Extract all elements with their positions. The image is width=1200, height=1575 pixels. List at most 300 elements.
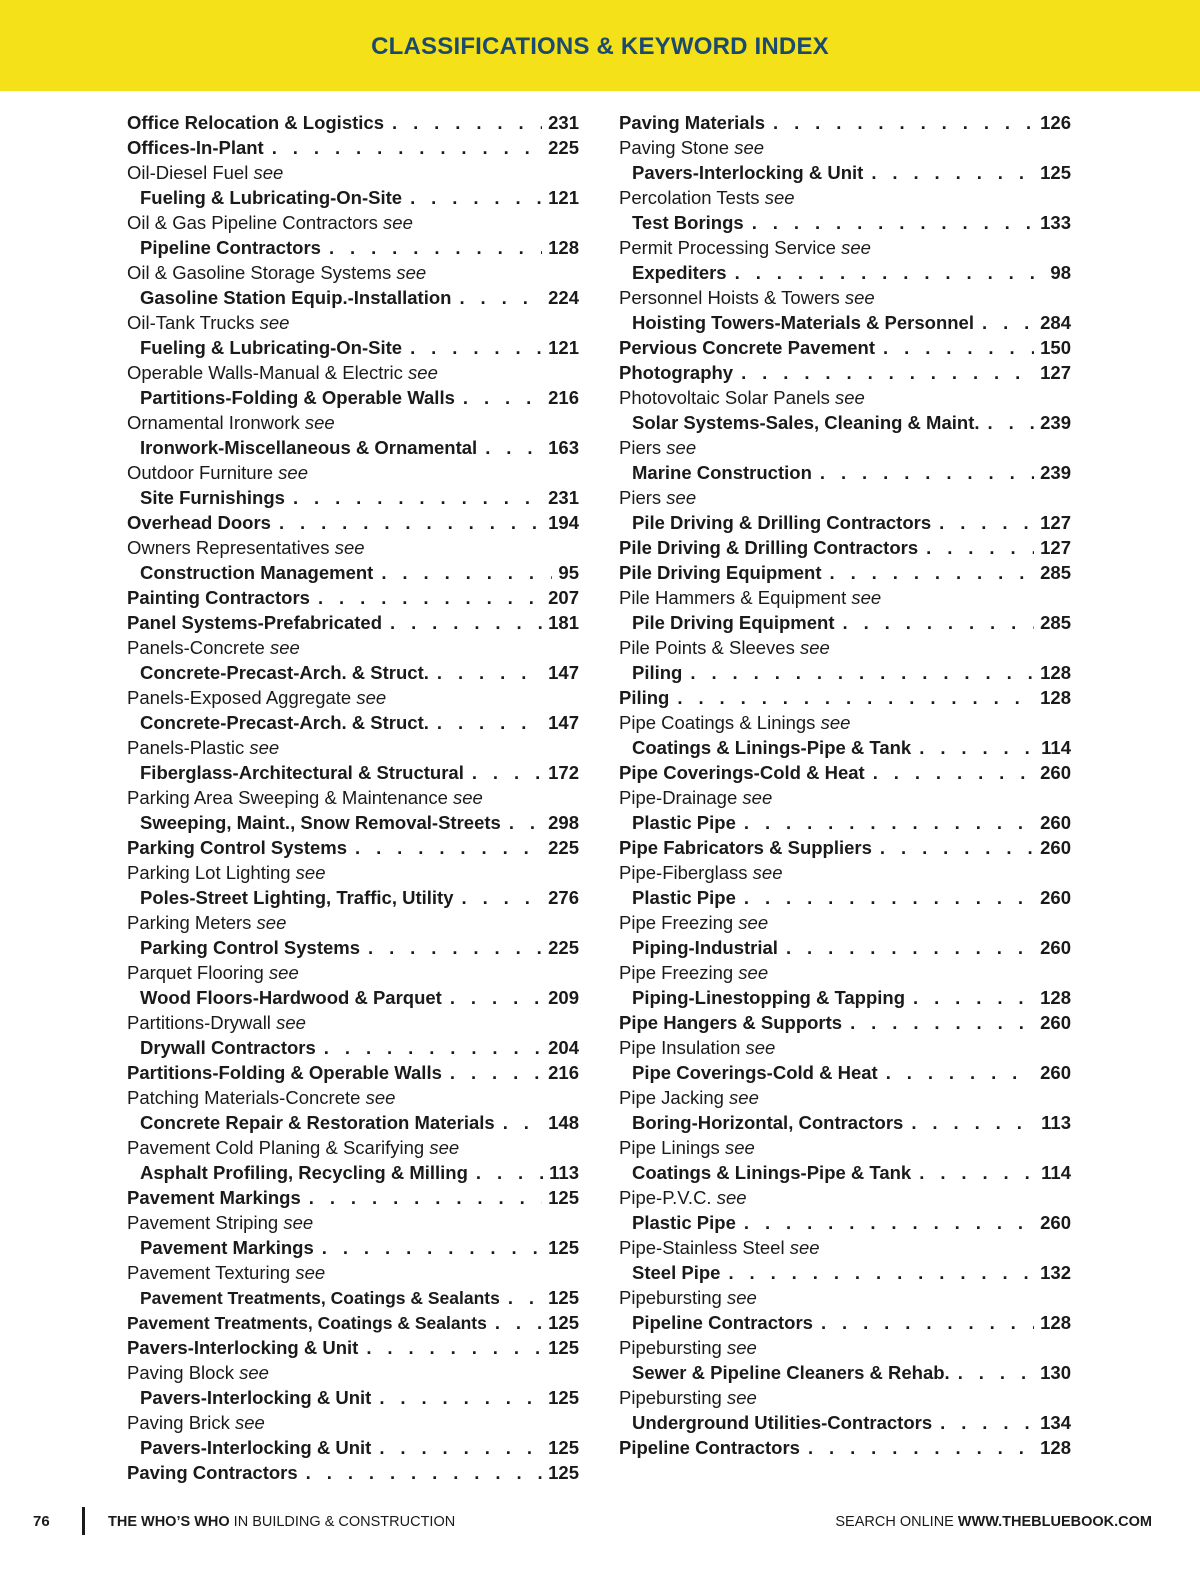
website-link[interactable]: WWW.THEBLUEBOOK.COM: [957, 1514, 1152, 1530]
referenced-classification-entry[interactable]: [127, 885, 579, 910]
see-reference-entry: [127, 785, 579, 810]
entry-label: [127, 1010, 306, 1035]
entry-label-text: Pipebursting: [619, 1287, 722, 1308]
dot-leader: [509, 810, 542, 835]
dot-leader: [886, 1060, 1034, 1085]
entry-label-text: Piping-Industrial: [632, 937, 778, 958]
classification-entry[interactable]: [619, 535, 1071, 560]
entry-label: [127, 1085, 395, 1110]
see-keyword: see: [666, 487, 697, 508]
see-keyword: see: [729, 1087, 759, 1108]
entry-label: [127, 160, 283, 185]
dot-leader: [392, 110, 542, 135]
classification-entry[interactable]: [127, 1335, 579, 1360]
entry-label-text: Pipe-P.V.C.: [619, 1187, 712, 1208]
referenced-classification-entry[interactable]: [127, 435, 579, 460]
referenced-classification-entry[interactable]: [619, 810, 1071, 835]
entry-label: [619, 1085, 759, 1110]
dot-leader: [735, 260, 1045, 285]
page-reference: 276: [548, 887, 579, 908]
entry-label-text: Pipebursting: [619, 1337, 722, 1358]
entry-label-text: Paving Brick: [127, 1412, 230, 1433]
referenced-classification-entry[interactable]: [619, 985, 1071, 1010]
page-reference: 125: [548, 1337, 579, 1358]
entry-label-text: Solar Systems-Sales, Cleaning & Maint.: [632, 412, 980, 433]
referenced-classification-entry[interactable]: [619, 310, 1071, 335]
see-reference-entry: [127, 535, 579, 560]
entry-label-text: Coatings & Linings-Pipe & Tank: [632, 737, 912, 758]
entry-label-text: Sweeping, Maint., Snow Removal-Streets: [140, 812, 501, 833]
referenced-classification-entry[interactable]: [619, 1310, 1071, 1335]
page-reference: 239: [1040, 462, 1071, 483]
page-reference: 148: [548, 1112, 579, 1133]
dot-leader: [306, 1460, 542, 1485]
referenced-classification-entry[interactable]: [127, 335, 579, 360]
page-reference: 225: [548, 137, 579, 158]
entry-label: [619, 1160, 911, 1185]
entry-label: [619, 760, 865, 785]
classification-entry[interactable]: [127, 1460, 579, 1485]
classification-entry[interactable]: [127, 510, 579, 535]
dot-leader: [821, 1310, 1034, 1335]
see-keyword: see: [726, 1337, 757, 1358]
referenced-classification-entry[interactable]: [619, 935, 1071, 960]
entry-label-text: Pipe Hangers & Supports: [619, 1012, 843, 1033]
see-keyword: see: [851, 587, 882, 608]
dot-leader: [324, 1035, 542, 1060]
entry-label: [127, 735, 279, 760]
see-reference-entry: [127, 1135, 579, 1160]
classification-entry[interactable]: [619, 1435, 1071, 1460]
entry-label-text: Pipe-Stainless Steel: [619, 1237, 785, 1258]
see-reference-entry: [619, 185, 1071, 210]
dot-leader: [808, 1435, 1034, 1460]
page-reference: 260: [1040, 1012, 1071, 1033]
entry-label: [127, 810, 501, 835]
classification-entry[interactable]: [127, 1310, 579, 1335]
entry-label-text: Pavement Treatments, Coatings & Sealants: [140, 1288, 500, 1308]
entry-label-text: Pavers-Interlocking & Unit: [632, 162, 864, 183]
entry-label-text: Permit Processing Service: [619, 237, 836, 258]
dot-leader: [318, 585, 542, 610]
referenced-classification-entry[interactable]: [127, 935, 579, 960]
see-keyword: see: [234, 1412, 265, 1433]
entry-label-text: Wood Floors-Hardwood & Parquet: [140, 987, 442, 1008]
entry-label: [619, 1060, 878, 1085]
entry-label-text: Expediters: [632, 262, 727, 283]
see-keyword: see: [764, 187, 795, 208]
entry-label-text: Pile Driving & Drilling Contractors: [632, 512, 932, 533]
dot-leader: [741, 360, 1034, 385]
entry-label-text: Panels-Exposed Aggregate: [127, 687, 352, 708]
page-reference: 125: [548, 1387, 579, 1408]
entry-label: [127, 210, 413, 235]
classification-entry[interactable]: [127, 1185, 579, 1210]
dot-leader: [690, 660, 1034, 685]
entry-label: [619, 1260, 720, 1285]
dot-leader: [322, 1235, 542, 1260]
dot-leader: [939, 510, 1034, 535]
entry-label: [619, 1310, 813, 1335]
dot-leader: [744, 885, 1034, 910]
entry-label-text: Piling: [632, 662, 683, 683]
referenced-classification-entry[interactable]: [127, 235, 579, 260]
referenced-classification-entry[interactable]: [619, 1410, 1071, 1435]
referenced-classification-entry[interactable]: [127, 710, 579, 735]
entry-label: [619, 1010, 842, 1035]
entry-label: [619, 660, 682, 685]
entry-label-text: Pipe Jacking: [619, 1087, 724, 1108]
see-reference-entry: [619, 285, 1071, 310]
see-keyword: see: [268, 962, 299, 983]
entry-label-text: Pervious Concrete Pavement: [619, 337, 876, 358]
entry-label-text: Boring-Horizontal, Contractors: [632, 1112, 904, 1133]
page-reference: 125: [1040, 162, 1071, 183]
entry-label: [619, 285, 875, 310]
referenced-classification-entry[interactable]: [619, 660, 1071, 685]
referenced-classification-entry[interactable]: [127, 385, 579, 410]
entry-label: [127, 510, 271, 535]
referenced-classification-entry[interactable]: [127, 760, 579, 785]
see-keyword: see: [820, 712, 851, 733]
entry-label: [127, 285, 451, 310]
dot-leader: [940, 1410, 1034, 1435]
page-reference: 125: [548, 1237, 579, 1258]
entry-label-text: Oil & Gasoline Storage Systems: [127, 262, 392, 283]
entry-label: [127, 360, 438, 385]
entry-label-text: Outdoor Furniture: [127, 462, 274, 483]
entry-label-text: Ironwork-Miscellaneous & Ornamental: [140, 437, 478, 458]
page-reference: 134: [1040, 1412, 1071, 1433]
entry-label-text: Marine Construction: [632, 462, 812, 483]
entry-label-text: Partitions-Folding & Operable Walls: [127, 1062, 442, 1083]
entry-label-text: Fueling & Lubricating-On-Site: [140, 187, 403, 208]
referenced-classification-entry[interactable]: [127, 1035, 579, 1060]
classification-entry[interactable]: [619, 1010, 1071, 1035]
entry-label: [127, 1135, 459, 1160]
page-reference: 95: [558, 562, 579, 583]
entry-label-text: Personnel Hoists & Towers: [619, 287, 840, 308]
page-reference: 260: [1040, 887, 1071, 908]
referenced-classification-entry[interactable]: [619, 460, 1071, 485]
classification-entry[interactable]: [619, 760, 1071, 785]
entry-label-text: Fiberglass-Architectural & Structural: [140, 762, 464, 783]
entry-label: [127, 185, 402, 210]
entry-label: [127, 960, 299, 985]
referenced-classification-entry[interactable]: [619, 1210, 1071, 1235]
see-reference-entry: [619, 910, 1071, 935]
referenced-classification-entry[interactable]: [127, 1385, 579, 1410]
entry-label-text: Office Relocation & Logistics: [127, 112, 384, 133]
entry-label-text: Pipeline Contractors: [140, 237, 321, 258]
referenced-classification-entry[interactable]: [127, 485, 579, 510]
entry-label: [127, 485, 285, 510]
dot-leader: [279, 510, 542, 535]
dot-leader: [830, 560, 1035, 585]
entry-label: [619, 1185, 747, 1210]
page-reference: 128: [1040, 687, 1071, 708]
classification-entry[interactable]: [619, 360, 1071, 385]
page-reference: 147: [548, 662, 579, 683]
dot-leader: [988, 410, 1035, 435]
entry-label: [127, 1460, 298, 1485]
entry-label: [619, 735, 911, 760]
page-reference: 114: [1041, 1162, 1071, 1183]
see-reference-entry: [127, 960, 579, 985]
see-reference-entry: [619, 1085, 1071, 1110]
see-keyword: see: [334, 537, 365, 558]
dot-leader: [437, 710, 542, 735]
see-reference-entry: [127, 1085, 579, 1110]
referenced-classification-entry[interactable]: [619, 1260, 1071, 1285]
referenced-classification-entry[interactable]: [619, 735, 1071, 760]
entry-label: [127, 1185, 301, 1210]
classification-entry[interactable]: [619, 560, 1071, 585]
see-reference-entry: [619, 960, 1071, 985]
see-keyword: see: [453, 787, 483, 808]
entry-label: [619, 785, 772, 810]
entry-label: [619, 860, 783, 885]
see-reference-entry: [127, 910, 579, 935]
entry-label: [127, 235, 321, 260]
entry-label-text: Parking Control Systems: [140, 937, 361, 958]
dot-leader: [459, 285, 542, 310]
entry-label-text: Fueling & Lubricating-On-Site: [140, 337, 403, 358]
referenced-classification-entry[interactable]: [619, 1110, 1071, 1135]
see-reference-entry: [619, 860, 1071, 885]
page-reference: 127: [1040, 512, 1071, 533]
index-column-left: [127, 110, 579, 1485]
page-reference: 113: [549, 1162, 579, 1183]
entry-label-text: Pavers-Interlocking & Unit: [127, 1337, 359, 1358]
classification-entry[interactable]: [127, 835, 579, 860]
entry-label: [619, 910, 768, 935]
classification-entry[interactable]: [127, 110, 579, 135]
entry-label-text: Sewer & Pipeline Cleaners & Rehab.: [632, 1362, 950, 1383]
publication-name-bold: THE WHO’S WHO: [108, 1514, 230, 1530]
referenced-classification-entry[interactable]: [619, 210, 1071, 235]
referenced-classification-entry[interactable]: [127, 560, 579, 585]
see-reference-entry: [619, 235, 1071, 260]
entry-label: [127, 460, 308, 485]
entry-label-text: Plastic Pipe: [632, 1212, 736, 1233]
classification-entry[interactable]: [619, 835, 1071, 860]
referenced-classification-entry[interactable]: [127, 1285, 579, 1310]
dot-leader: [871, 160, 1034, 185]
page-reference: 125: [548, 1437, 579, 1458]
classification-entry[interactable]: [127, 1060, 579, 1085]
see-keyword: see: [745, 1037, 776, 1058]
referenced-classification-entry[interactable]: [619, 410, 1071, 435]
entry-label: [127, 435, 477, 460]
entry-label: [619, 210, 744, 235]
page-title: CLASSIFICATIONS & KEYWORD INDEX: [371, 33, 829, 60]
dot-leader: [476, 1160, 543, 1185]
referenced-classification-entry[interactable]: [127, 1110, 579, 1135]
page-reference: 125: [548, 1462, 579, 1483]
classification-entry[interactable]: [619, 335, 1071, 360]
entry-label: [619, 510, 931, 535]
entry-label: [127, 660, 429, 685]
see-keyword: see: [256, 912, 287, 933]
entry-label: [127, 760, 464, 785]
entry-label: [127, 610, 382, 635]
entry-label: [127, 110, 384, 135]
page-reference: 133: [1040, 212, 1071, 233]
see-reference-entry: [619, 385, 1071, 410]
page-reference: 121: [548, 187, 579, 208]
see-reference-entry: [619, 710, 1071, 735]
page-footer: [0, 1505, 1200, 1539]
entry-label: [127, 410, 335, 435]
see-reference-entry: [127, 860, 579, 885]
entry-label-text: Pipe-Drainage: [619, 787, 738, 808]
page-reference: 260: [1040, 1212, 1071, 1233]
see-keyword: see: [278, 462, 308, 483]
referenced-classification-entry[interactable]: [619, 610, 1071, 635]
referenced-classification-entry[interactable]: [619, 510, 1071, 535]
page-reference: 216: [548, 387, 579, 408]
page-reference: 98: [1050, 262, 1071, 283]
page-reference: 224: [548, 287, 579, 308]
entry-label-text: Parquet Flooring: [127, 962, 264, 983]
referenced-classification-entry[interactable]: [127, 985, 579, 1010]
classification-entry[interactable]: [127, 610, 579, 635]
entry-label: [619, 635, 830, 660]
page-reference: 225: [548, 837, 579, 858]
entry-label: [127, 710, 429, 735]
entry-label-text: Coatings & Linings-Pipe & Tank: [632, 1162, 912, 1183]
entry-label-text: Pipe Coverings-Cold & Heat: [632, 1062, 878, 1083]
referenced-classification-entry[interactable]: [619, 885, 1071, 910]
entry-label: [127, 1210, 313, 1235]
entry-label: [127, 335, 402, 360]
classification-entry[interactable]: [127, 135, 579, 160]
referenced-classification-entry[interactable]: [619, 1160, 1071, 1185]
entry-label-text: Pile Driving Equipment: [619, 562, 822, 583]
see-keyword: see: [726, 1387, 757, 1408]
classification-entry[interactable]: [619, 685, 1071, 710]
referenced-classification-entry[interactable]: [127, 1435, 579, 1460]
entry-label-text: Steel Pipe: [632, 1262, 721, 1283]
entry-label: [619, 1210, 736, 1235]
page-reference: 225: [548, 937, 579, 958]
referenced-classification-entry[interactable]: [619, 1060, 1071, 1085]
page-reference: 130: [1040, 1362, 1071, 1383]
entry-label-text: Plastic Pipe: [632, 812, 736, 833]
see-keyword: see: [365, 1087, 396, 1108]
entry-label-text: Patching Materials-Concrete: [127, 1087, 361, 1108]
see-keyword: see: [276, 1012, 306, 1033]
entry-label-text: Paving Block: [127, 1362, 234, 1383]
dot-leader: [786, 935, 1034, 960]
page-reference: 298: [548, 812, 579, 833]
entry-label: [619, 460, 812, 485]
classification-entry[interactable]: [619, 110, 1071, 135]
dot-leader: [309, 1185, 542, 1210]
entry-label: [619, 410, 980, 435]
dot-leader: [272, 135, 542, 160]
entry-label-text: Overhead Doors: [127, 512, 271, 533]
dot-leader: [293, 485, 542, 510]
page-reference: 121: [548, 337, 579, 358]
referenced-classification-entry[interactable]: [619, 160, 1071, 185]
see-reference-entry: [127, 460, 579, 485]
entry-label-text: Pipe Fabricators & Suppliers: [619, 837, 872, 858]
entry-label-text: Asphalt Profiling, Recycling & Milling: [140, 1162, 468, 1183]
entry-label-text: Pipeline Contractors: [619, 1437, 800, 1458]
dot-leader: [744, 1210, 1034, 1235]
see-reference-entry: [619, 485, 1071, 510]
entry-label-text: Panels-Plastic: [127, 737, 245, 758]
entry-label-text: Pavers-Interlocking & Unit: [140, 1437, 372, 1458]
entry-label: [127, 585, 310, 610]
entry-label: [127, 1435, 371, 1460]
see-keyword: see: [716, 1187, 747, 1208]
page-reference: 209: [548, 987, 579, 1008]
entry-label-text: Pipe-Fiberglass: [619, 862, 748, 883]
entry-label-text: Oil & Gas Pipeline Contractors: [127, 212, 378, 233]
page-reference: 127: [1040, 362, 1071, 383]
referenced-classification-entry[interactable]: [127, 1160, 579, 1185]
referenced-classification-entry[interactable]: [619, 1360, 1071, 1385]
page-reference: 260: [1040, 837, 1071, 858]
see-keyword: see: [253, 162, 284, 183]
entry-label: [127, 860, 326, 885]
dot-leader: [472, 760, 542, 785]
dot-leader: [379, 1385, 542, 1410]
entry-label-text: Pavers-Interlocking & Unit: [140, 1387, 372, 1408]
see-keyword: see: [408, 362, 438, 383]
page-reference: 172: [548, 762, 579, 783]
see-reference-entry: [619, 1335, 1071, 1360]
see-keyword: see: [249, 737, 280, 758]
referenced-classification-entry[interactable]: [127, 810, 579, 835]
entry-label-text: Gasoline Station Equip.-Installation: [140, 287, 452, 308]
dot-leader: [820, 460, 1034, 485]
entry-label: [619, 310, 974, 335]
referenced-classification-entry[interactable]: [619, 260, 1071, 285]
entry-label-text: Parking Lot Lighting: [127, 862, 291, 883]
entry-label: [127, 260, 426, 285]
referenced-classification-entry[interactable]: [127, 185, 579, 210]
page-reference: 128: [1040, 1437, 1071, 1458]
entry-label: [127, 635, 300, 660]
referenced-classification-entry[interactable]: [127, 285, 579, 310]
entry-label: [619, 485, 696, 510]
see-reference-entry: [619, 135, 1071, 160]
entry-label: [127, 835, 347, 860]
dot-leader: [485, 435, 542, 460]
classification-entry[interactable]: [127, 585, 579, 610]
see-keyword: see: [269, 637, 300, 658]
see-reference-entry: [127, 1260, 579, 1285]
referenced-classification-entry[interactable]: [127, 660, 579, 685]
entry-label: [619, 135, 764, 160]
entry-label-text: Piling: [619, 687, 670, 708]
entry-label: [127, 135, 264, 160]
dot-leader: [381, 560, 552, 585]
dot-leader: [752, 210, 1034, 235]
entry-label: [127, 985, 442, 1010]
referenced-classification-entry[interactable]: [127, 1235, 579, 1260]
entry-label-text: Test Borings: [632, 212, 744, 233]
see-keyword: see: [726, 1287, 757, 1308]
see-reference-entry: [619, 1285, 1071, 1310]
dot-leader: [463, 385, 542, 410]
entry-label: [619, 810, 736, 835]
see-reference-entry: [127, 635, 579, 660]
